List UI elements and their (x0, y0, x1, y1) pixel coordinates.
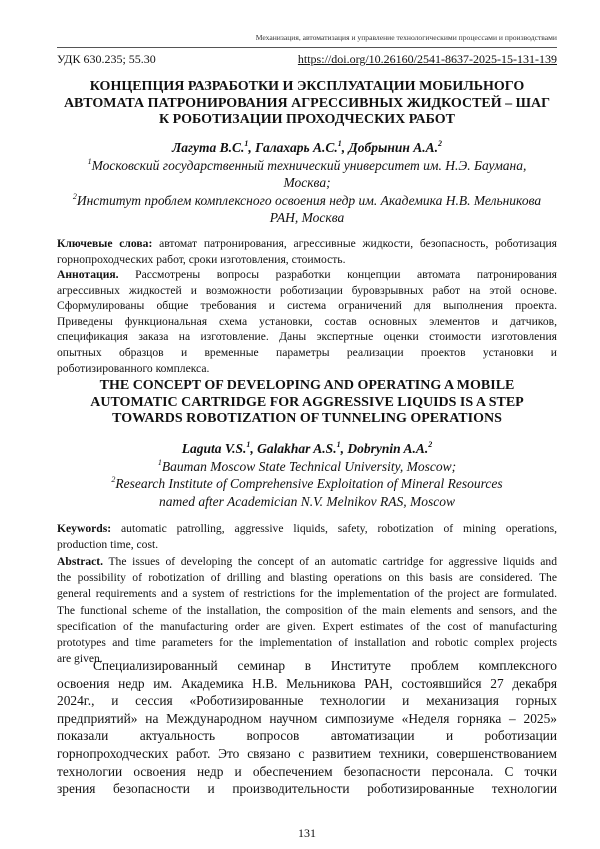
body-line: освоения недр им. Академика Н.В. Мельникова РАН, состоявшийся 27 декабря (57, 675, 557, 693)
author-name: Добрынин А.А. (349, 140, 438, 155)
ru-authors (57, 139, 557, 156)
body-line: горнопроходческих работ. Это связано с развитием техники, совершенствованием (57, 745, 557, 763)
affil-sup: 1 (88, 157, 92, 166)
abstract-text: general requirements and a system of restrictions for the implementation of the project are formulated. (57, 586, 557, 602)
body-line: зрения безопасности и производительности роботизированные технологии (57, 780, 557, 798)
author-name: Laguta V.S. (182, 441, 247, 456)
author-name: Dobrynin A.A. (347, 441, 428, 456)
en-title-line: THE CONCEPT OF DEVELOPING AND OPERATING A MOBILE (57, 378, 557, 395)
abstract-text: Рассмотрены вопросы разработки концепции автомата патронирования (119, 268, 557, 281)
abstract-text: specification of the manufacturing order are given. Expert estimates of the cost of manufacturing (57, 619, 557, 635)
author-affil-sup: 2 (428, 440, 432, 449)
abstract-text: Приведены функциональная схема установки, состав основных элементов и датчиков, (57, 314, 557, 330)
keywords-label: Ключевые слова: (57, 237, 152, 250)
body-line: технологии освоения недр и обеспечением безопасности персонала. С точки (57, 763, 557, 781)
affiliation-2 (57, 475, 557, 492)
affil-sup: 2 (111, 475, 115, 484)
running-title: Механизация, автоматизация и управление технологическими процессами и производствами (57, 33, 557, 42)
body-line: 2024г., и сессия «Роботизированные технологии и механизация горных (57, 692, 557, 710)
en-abstract (57, 554, 557, 667)
keywords-label: Keywords: (57, 522, 111, 535)
ru-title (57, 79, 557, 129)
ru-affiliations (57, 157, 557, 226)
author-name: Galakhar A.S. (257, 441, 336, 456)
affiliation-1 (57, 157, 557, 174)
affil-sup: 1 (158, 458, 162, 467)
abstract-text: агрессивных жидкостей и возможности роботизации буровзрывных работ на этой основе. (57, 283, 557, 299)
ru-title-line: АВТОМАТА ПАТРОНИРОВАНИЯ АГРЕССИВНЫХ ЖИДКОСТЕЙ – ШАГ (57, 96, 557, 113)
ru-abstract (57, 267, 557, 376)
affil-sup: 2 (73, 192, 77, 201)
header-divider (57, 47, 557, 48)
en-affiliations (57, 458, 557, 510)
ru-title-line: КОНЦЕПЦИЯ РАЗРАБОТКИ И ЭКСПЛУАТАЦИИ МОБИЛЬНОГО (57, 79, 557, 96)
affil-text: Research Institute of Comprehensive Exploitation of Mineral Resources (115, 476, 502, 491)
author-affil-sup: 1 (244, 139, 248, 148)
keywords-text: горнопроходческих работ, сроки изготовления, стоимость. (57, 252, 557, 268)
affiliation-2 (57, 192, 557, 209)
author-name: Галахарь А.С. (255, 140, 338, 155)
doi-link[interactable]: https://doi.org/10.26160/2541-8637-2025-15-131-139 (298, 52, 557, 67)
abstract-label: Abstract. (57, 555, 103, 568)
ru-keywords (57, 236, 557, 267)
separator: , (250, 441, 257, 456)
affil-text: Москва; (57, 174, 557, 191)
keywords-text: production time, cost. (57, 537, 557, 553)
en-keywords (57, 521, 557, 553)
abstract-text: the possibility of robotization of drilling and blasting operations on this basis are considered. The (57, 570, 557, 586)
author-affil-sup: 1 (338, 139, 342, 148)
body-line: Специализированный семинар в Институте проблем комплексного (57, 657, 557, 675)
affil-text: Институт проблем комплексного освоения недр им. Академика Н.В. Мельникова (77, 193, 541, 208)
ru-title-line: К РОБОТИЗАЦИИ ПРОХОДЧЕСКИХ РАБОТ (57, 112, 557, 129)
abstract-text: prototypes and time parameters for the implementation of installation and robotic complex projects (57, 635, 557, 651)
body-paragraph (57, 657, 557, 798)
abstract-text: Сформулированы общие требования и система ограничений для выполнения проекта. (57, 298, 557, 314)
abstract-text: The functional scheme of the installation, the composition of the main elements and sensors, and the (57, 603, 557, 619)
en-authors (57, 440, 557, 457)
affil-text: РАН, Москва (57, 209, 557, 226)
abstract-text: are given. (57, 651, 557, 667)
affil-text: named after Academician N.V. Melnikov RAS, Moscow (57, 493, 557, 510)
udk-code: УДК 630.235; 55.30 (57, 52, 156, 67)
affil-text: Bauman Moscow State Technical University, Moscow; (162, 459, 456, 474)
en-title-line: AUTOMATIC CARTRIDGE FOR AGGRESSIVE LIQUIDS IS A STEP (57, 395, 557, 412)
author-affil-sup: 1 (246, 440, 250, 449)
en-title (57, 378, 557, 428)
body-line: показали актуальность вопросов автоматизации и роботизации (57, 727, 557, 745)
affiliation-1 (57, 458, 557, 475)
page-number: 131 (57, 826, 557, 841)
author-affil-sup: 1 (337, 440, 341, 449)
keywords-text: automatic patrolling, aggressive liquids, safety, robotization of mining operations, (111, 522, 557, 535)
affil-text: Московский государственный технический университет им. Н.Э. Баумана, (92, 158, 527, 173)
abstract-label: Аннотация. (57, 268, 119, 281)
separator: , (342, 140, 349, 155)
separator: , (341, 441, 348, 456)
author-name: Лагута В.С. (172, 140, 244, 155)
separator: , (248, 140, 255, 155)
abstract-text: спецификация заказа на изготовление. Даны экспертные оценки стоимости изготовления (57, 329, 557, 345)
abstract-text: The issues of developing the concept of an automatic cartridge for aggressive liquids and (103, 555, 557, 568)
body-line: предприятий» на Международном научном симпозиуме «Неделя горняка – 2025» (57, 710, 557, 728)
en-title-line: TOWARDS ROBOTIZATION OF TUNNELING OPERATIONS (57, 411, 557, 428)
keywords-text: автомат патронирования, агрессивные жидкости, безопасность, роботизация (152, 237, 557, 250)
abstract-text: опытных образцов и временные параметры реализации проектов установки и (57, 345, 557, 361)
abstract-text: роботизированного комплекса. (57, 361, 557, 377)
author-affil-sup: 2 (438, 139, 442, 148)
